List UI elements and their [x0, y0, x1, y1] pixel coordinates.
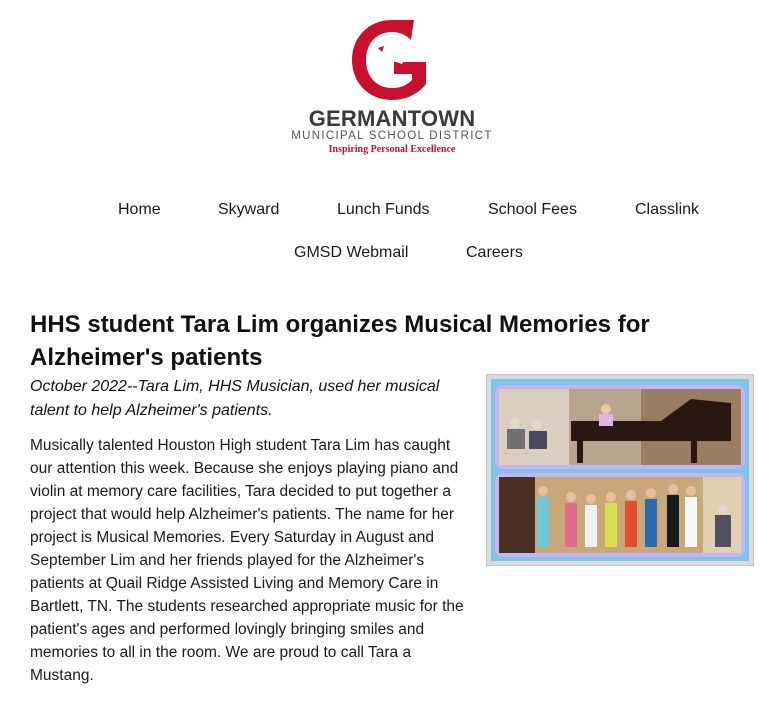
district-logo[interactable] [290, 18, 494, 160]
nav-classlink[interactable]: Classlink [635, 201, 700, 218]
nav-gmsd-webmail[interactable]: GMSD Webmail [294, 244, 409, 261]
article-subtitle: October 2022--Tara Lim, HHS Musician, used her musical talent to help Alzheimer's patients. [30, 378, 440, 419]
article-body: Musically talented Houston High student Tara Lim has caught our attention this week. Because she enjoys playing piano and violin at memory care facilities, Tara decided to put together a project that would help Alzheimer's patients. The name for her project is Musical Memories. Every Saturday in August and September Lim and her friends played for the Alzheimer's patients at Quail Ridge Assisted Living and Memory Care in Bartlett, TN. The students researched appropriate music for the patient's ages and performed lovingly bringing smiles and memories to all in the room. We are proud to call Tara a Mustang. [30, 437, 464, 684]
article-title: HHS student Tara Lim organizes Musical Memories for Alzheimer's patients [30, 311, 650, 371]
nav-careers[interactable]: Careers [466, 244, 523, 261]
photo-collage [491, 379, 749, 561]
logo-name: GERMANTOWN [308, 106, 476, 131]
musicians-photo-icon [491, 379, 749, 561]
logo-tagline: Inspiring Personal Excellence [328, 144, 456, 155]
logo-subtitle: MUNICIPAL SCHOOL DISTRICT [291, 130, 493, 142]
nav-lunch-funds[interactable]: Lunch Funds [337, 201, 430, 218]
nav-school-fees[interactable]: School Fees [488, 201, 577, 218]
article-photo [486, 374, 754, 566]
nav-skyward[interactable]: Skyward [218, 201, 280, 218]
nav-home[interactable]: Home [118, 201, 161, 218]
mustang-g-logo-icon [348, 18, 436, 102]
